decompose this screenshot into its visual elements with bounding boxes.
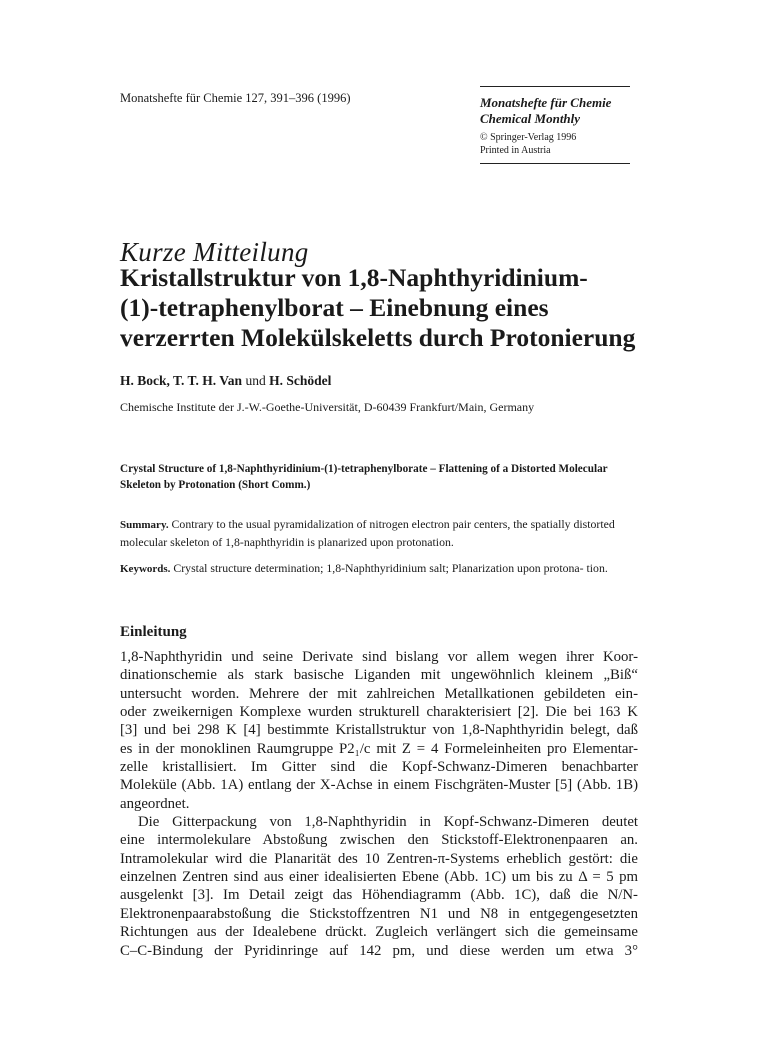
keywords-text: Crystal structure determination; 1,8-Naphthyridinium salt; Planarization upon protona- tion. (173, 561, 608, 575)
title-line: verzerrten Molekülskeletts durch Protonierung (120, 323, 636, 352)
title-line: (1)-tetraphenylborat – Einebnung eines (120, 293, 549, 322)
body-line: zelle kristallisiert. Im Gitter sind die Kopf-Schwanz-Dimeren benachbarter (120, 759, 638, 776)
summary-label: Summary. (120, 519, 169, 531)
body-line: Die Gitterpackung von 1,8-Naphthyridin in Kopf-Schwanz-Dimeren deutet (138, 814, 638, 831)
body-text (120, 648, 638, 960)
journal-masthead (480, 86, 630, 164)
body-line: ausgelenkt [3]. Im Detail zeigt das Höhendiagramm (Abb. 1C), daß die N/N- (120, 887, 638, 904)
body-line: oder zweikernigen Komplexe wurden strukturell charakterisiert [2]. Die bei 163 K (120, 704, 638, 721)
masthead-title-en: Chemical Monthly (480, 111, 581, 126)
body-line: [3] und bei 298 K [4] bestimmte Kristallstruktur von 1,8-Naphthyridin belegt, daß (120, 722, 638, 739)
author-names-1: H. Bock, T. T. H. Van (120, 373, 243, 388)
article-type: Kurze Mitteilung (120, 237, 309, 267)
body-line: Richtungen aus der Idealebene drückt. Zugleich verlängert sich die gemeinsame (120, 924, 638, 941)
author-names-2: H. Schödel (269, 373, 332, 388)
body-line: Intramolekular wird die Planarität des 10 Zentren-π-Systems erheblich gestört: die (120, 850, 638, 867)
author-list (120, 373, 331, 389)
copyright-line: © Springer-Verlag 1996 (480, 132, 577, 143)
body-line: dinationschemie als stark basische Liganden mit ungewöhnlich kleinem „Biß“ (120, 667, 638, 684)
body-line: 1,8-Naphthyridin und seine Derivate sind bislang vor allem wegen ihrer Koor- (120, 649, 638, 665)
keywords (120, 560, 640, 578)
summary (120, 516, 640, 551)
body-line: es in der monoklinen Raumgruppe P2₁/c mit Z = 4 Formeleinheiten pro Elementar- (120, 740, 638, 757)
printed-line: Printed in Austria (480, 145, 551, 156)
masthead-bottom-rule (480, 163, 630, 164)
affiliation: Chemische Institute der J.-W.-Goethe-Universität, D-60439 Frankfurt/Main, Germany (120, 400, 535, 414)
summary-text: Contrary to the usual pyramidalization of nitrogen electron pair centers, the spatially distorted molecular skeleton of 1,8-naphthyridin is planarized upon protonation. (120, 517, 615, 549)
body-line: untersucht worden. Mehrere der mit zahlreichen Metallkationen gebildeten ein- (120, 685, 638, 702)
author-conjunction: und (245, 373, 266, 388)
title-line: Kristallstruktur von 1,8-Naphthyridinium- (120, 263, 588, 292)
body-line: Moleküle (Abb. 1A) entlang der X-Achse in einem Fischgräten-Muster [5] (Abb. 1B) (120, 777, 638, 794)
body-line: eine intermolekulare Abstoßung zwischen den Stickstoff-Elektronenpaaren an. (120, 832, 638, 849)
masthead-title-de: Monatshefte für Chemie (480, 95, 612, 110)
body-line: Elektronenpaarabstoßung die Stickstoffzentren N1 und N8 in entgegengesetzten (120, 905, 638, 922)
section-heading-einleitung: Einleitung (120, 624, 187, 640)
keywords-label: Keywords. (120, 563, 171, 575)
body-line: C–C-Bindung der Pyridinringe auf 142 pm, und diese werden um etwa 3° (120, 942, 638, 959)
masthead-top-rule (480, 86, 630, 87)
journal-reference: Monatshefte für Chemie 127, 391–396 (1996) (120, 91, 351, 105)
body-line: einzelnen Zentren sind aus einer idealisierten Ebene (Abb. 1C) um bis zu Δ = 5 pm (120, 869, 638, 886)
article-title (120, 263, 660, 353)
english-title: Crystal Structure of 1,8-Naphthyridinium-(1)-tetraphenylborate – Flattening of a Distorted Molecular Skeleton by Protonation (Short Comm.) (120, 463, 608, 491)
body-line: angeordnet. (120, 795, 190, 812)
